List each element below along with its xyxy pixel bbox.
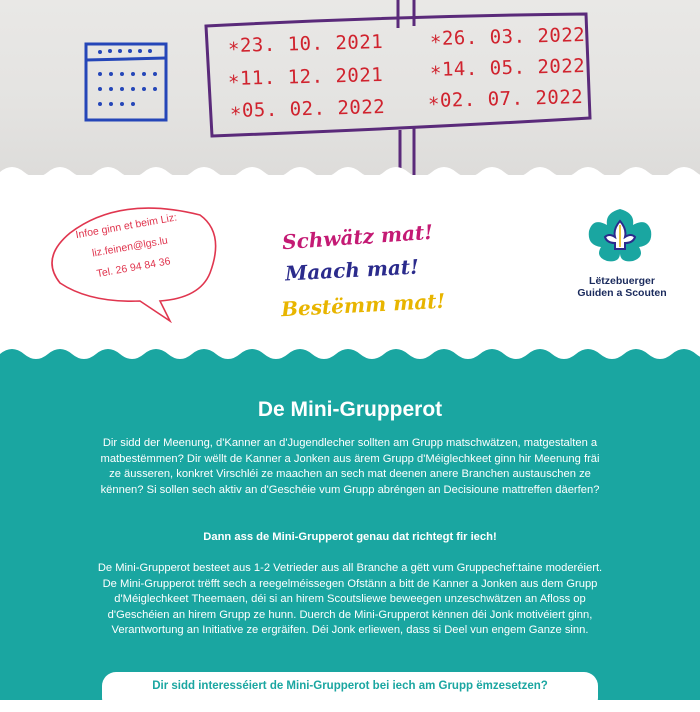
- slogan-do: Maach mat!: [284, 254, 420, 286]
- logo-wordmark: [562, 275, 682, 299]
- whiteboard-photo: [0, 0, 700, 175]
- slogan-decide: Bestëmm mat!: [280, 288, 446, 322]
- logo-line-1: Lëtzebuerger: [589, 275, 655, 287]
- cta-text: Dir sidd interesséiert de Mini-Grupperot bei iech am Grupp ëmzesetzen?: [152, 680, 548, 692]
- intro-paragraph: Dir sidd der Meenung, d'Kanner an d'Jugendlecher sollten am Grupp matschwätzen, matgestalten a matbestëmmen? Dir wëllt de Kanner a Jonken aus ärem Grupp d'Méiglechkeet ginn hir Meenung fräi ze äusseren, konkret Virschléi ze maachen an sech mat deenen anere Branchen austauschen ze kënnen? Si sollen sech aktiv an d'Geschéie vum Grupp abréngen an Decisioune mattreffen däerfen?: [100, 437, 600, 496]
- guides-scouts-logo: [585, 205, 655, 265]
- top-wave: [0, 160, 700, 182]
- date-3: ∗05. 02. 2022: [229, 95, 386, 123]
- bottom-wave: [0, 344, 700, 364]
- contact-phone: Tel. 26 94 84 36: [95, 255, 172, 281]
- logo-line-2: Guiden a Scouten: [577, 287, 667, 299]
- contact-email: liz.feinen@lgs.lu: [91, 234, 169, 260]
- highlight-paragraph: Dann ass de Mini-Grupperot genau dat richtegt fir iech!: [203, 531, 497, 543]
- cta-box: [102, 672, 598, 712]
- slogan-talk: Schwätz mat!: [281, 219, 434, 255]
- date-5: ∗14. 05. 2022: [429, 54, 586, 82]
- description-paragraph: De Mini-Grupperot besteet aus 1-2 Vetrieder aus all Branche a gëtt vum Gruppechef:taine moderéiert. De Mini-Grupperot trëfft sech a reegelméissegen Ofstänn a bitt de Kanner a Jonken aus dem Grupp d'Méiglechkeet Theemaen, déi si an hirem Scoutsliewe beweegen unzeschwätzen an Afloss op d'Geschéien an hirem Grupp ze hunn. Duerch de Mini-Grupperot kënnen déi Jonk motivéiert ginn, Verantwortung an Initiative ze ergräifen. Déi Jonk erliewen, dass si Deel vun engem Ganze sinn.: [97, 562, 603, 636]
- date-6: ∗02. 07. 2022: [427, 85, 584, 113]
- whiteboard-drawing: [0, 0, 700, 175]
- date-2: ∗11. 12. 2021: [227, 63, 384, 91]
- date-4: ∗26. 03. 2022: [429, 23, 586, 51]
- contact-line: Infoe ginn et beim Liz:: [74, 211, 178, 242]
- section-title: De Mini-Grupperot: [257, 398, 443, 421]
- date-1: ∗23. 10. 2021: [227, 30, 384, 58]
